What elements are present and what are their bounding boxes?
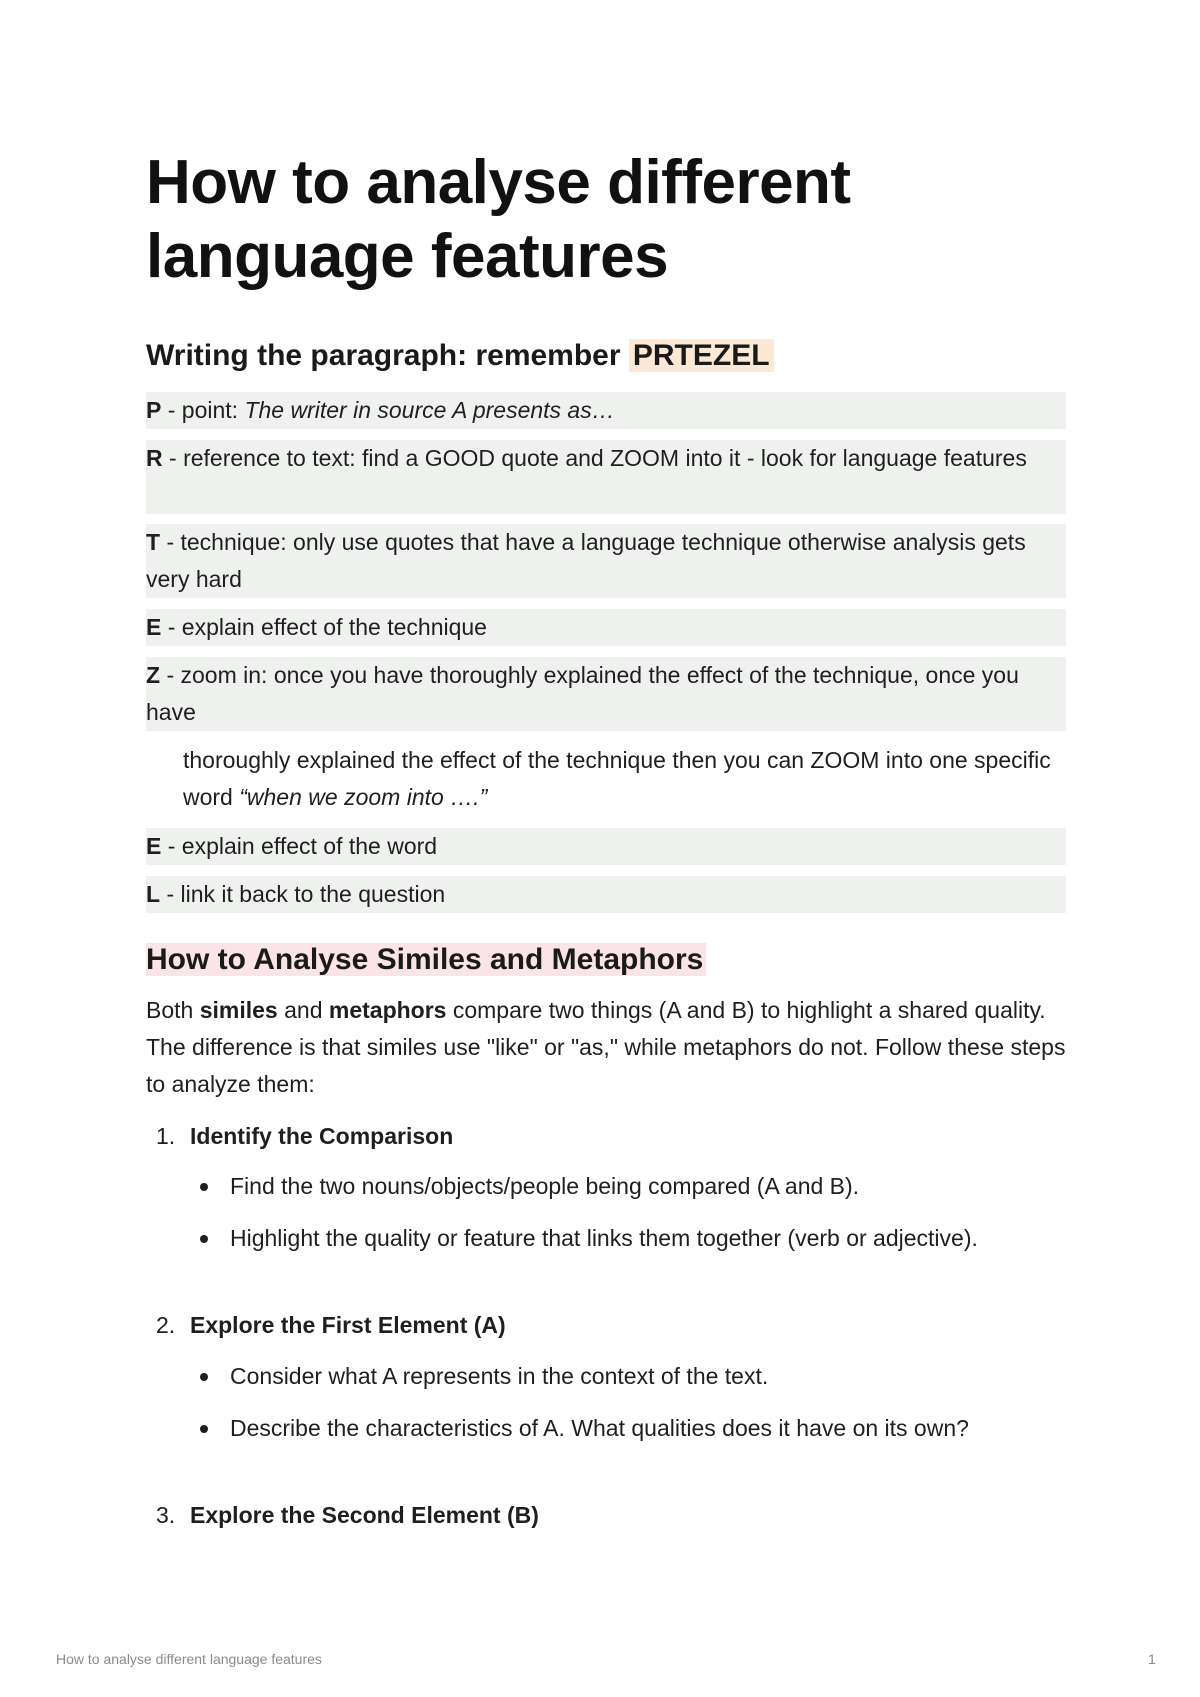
row-letter: P <box>146 397 162 423</box>
prtezel-row-e1 <box>146 609 1066 646</box>
row-text: - technique: only use quotes that have a language technique otherwise analysis gets very hard <box>146 529 1026 592</box>
prtezel-row-l <box>146 876 1066 913</box>
step-2-bullet-1 <box>200 1358 1000 1395</box>
step-title-text: Explore the Second Element (B) <box>190 1502 539 1528</box>
step-number: 3. <box>156 1502 176 1528</box>
intro-text: Both <box>146 997 200 1023</box>
row-letter: R <box>146 445 163 471</box>
section-heading-highlight: PRTEZEL <box>629 339 774 372</box>
similes-intro-paragraph <box>146 992 1066 1103</box>
prtezel-row-r <box>146 440 1066 514</box>
intro-text: and <box>277 997 329 1023</box>
row-text: - explain effect of the technique <box>161 614 487 640</box>
prtezel-row-t <box>146 524 1066 598</box>
bullet-text: Highlight the quality or feature that links them together (verb or adjective). <box>230 1225 978 1251</box>
prtezel-row-e2 <box>146 828 1066 865</box>
title-line-2: language features <box>146 222 669 291</box>
step-number: 2. <box>156 1312 176 1338</box>
row-text: - point: <box>161 397 245 423</box>
intro-bold-metaphors: metaphors <box>328 997 447 1023</box>
step-1-title <box>156 1118 453 1155</box>
intro-bold-similes: similes <box>199 997 278 1023</box>
section-heading-similes <box>146 940 706 980</box>
step-2-title <box>156 1307 506 1344</box>
row-letter: Z <box>146 662 161 688</box>
title-line-1: How to analyse different <box>146 148 851 217</box>
step-3-title <box>156 1497 539 1534</box>
bullet-text: Find the two nouns/objects/people being compared (A and B). <box>230 1173 860 1199</box>
row-letter: T <box>146 529 161 555</box>
row-text: - link it back to the question <box>160 881 446 907</box>
step-title-text: Identify the Comparison <box>190 1123 454 1149</box>
page-title <box>146 146 1066 294</box>
step-1-bullet-2 <box>200 1220 1000 1257</box>
row-text: thoroughly explained the effect of the technique then you can ZOOM into one specific word <box>183 747 1051 810</box>
bullet-icon <box>200 1425 208 1433</box>
prtezel-row-p <box>146 392 1066 429</box>
row-italic: “when we zoom into ….” <box>239 784 488 810</box>
row-letter: E <box>146 614 162 640</box>
section-heading-prtezel <box>146 336 774 376</box>
prtezel-row-z-continuation <box>146 742 1066 816</box>
bullet-text: Describe the characteristics of A. What qualities does it have on its own? <box>230 1415 969 1441</box>
footer-document-title: How to analyse different language features <box>56 1651 322 1667</box>
row-italic: The writer in source A presents as… <box>244 397 615 423</box>
row-letter: L <box>146 881 161 907</box>
step-1-bullet-1 <box>200 1168 1000 1205</box>
row-letter: E <box>146 833 162 859</box>
row-text: - explain effect of the word <box>161 833 438 859</box>
prtezel-row-z <box>146 657 1066 731</box>
row-text: - reference to text: find a GOOD quote and ZOOM into it - look for language features <box>162 445 1027 471</box>
row-text: - zoom in: once you have thoroughly explained the effect of the technique, once you have <box>146 662 1019 725</box>
step-2-bullet-2 <box>200 1410 1000 1447</box>
step-title-text: Explore the First Element (A) <box>190 1312 506 1338</box>
section-heading-text: How to Analyse Similes and Metaphors <box>146 943 706 976</box>
step-number: 1. <box>156 1123 176 1149</box>
bullet-text: Consider what A represents in the context of the text. <box>230 1363 769 1389</box>
footer-page-number: 1 <box>1148 1651 1156 1667</box>
bullet-icon <box>200 1373 208 1381</box>
intro-text: compare two things (A and B) to highlight a shared quality. The difference is that similes use "like" or "as," while metaphors do not. Follow these steps to analyze them: <box>146 997 1066 1097</box>
bullet-icon <box>200 1183 208 1191</box>
section-heading-prefix: Writing the paragraph: remember <box>146 339 629 372</box>
bullet-icon <box>200 1235 208 1243</box>
